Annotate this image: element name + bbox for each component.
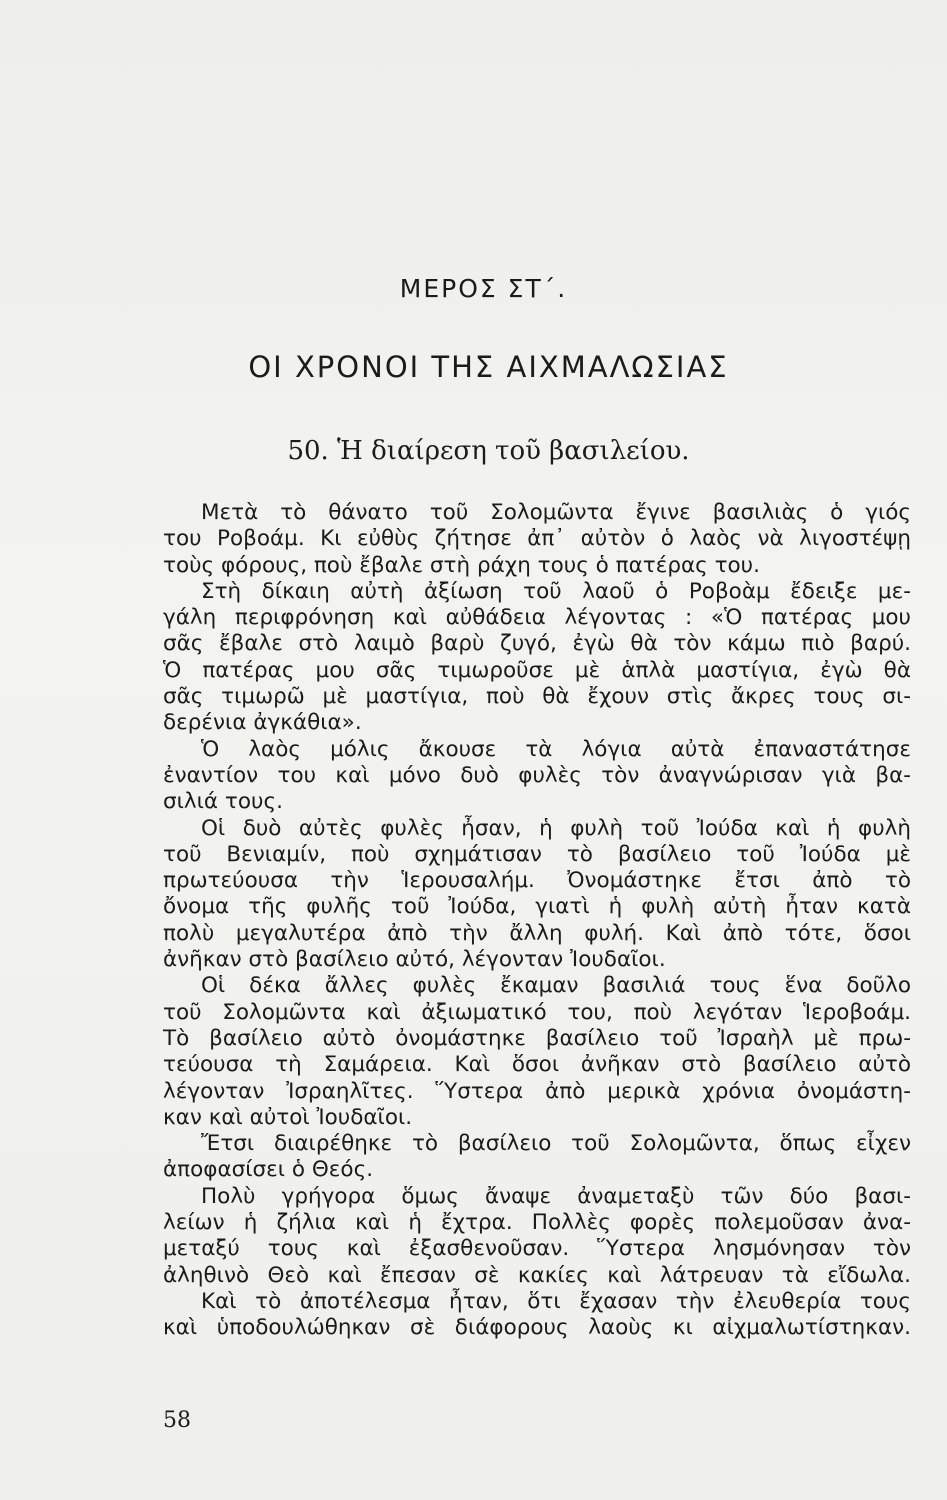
text-line: τοὺς φόρους, ποὺ ἔβαλε στὴ ράχη τους ὁ πατέρας του.	[163, 552, 760, 578]
text-line: Καὶ τὸ ἀποτέλεσμα ἦταν, ὅτι ἔχασαν τὴν ἐλευθερία τους	[201, 1288, 911, 1314]
text-line: λέγονταν Ἰσραηλῖτες. Ὕστερα ἀπὸ μερικὰ χρόνια ὀνομάστη-	[163, 1078, 911, 1104]
text-line: δερένια ἀγκάθια».	[163, 710, 362, 736]
text-line: σιλιά τους.	[163, 789, 283, 815]
text-line: γάλη περιφρόνηση καὶ αὐθάδεια λέγοντας : «Ὁ πατέρας μου	[163, 605, 911, 631]
text-line: ἀληθινὸ Θεὸ καὶ ἔπεσαν σὲ κακίες καὶ λάτρευαν τὰ εἴδωλα.	[163, 1262, 911, 1288]
part-label: ΜΕΡΟΣ ΣΤ΄.	[399, 274, 568, 303]
text-line: Πολὺ γρήγορα ὅμως ἄναψε ἀναμεταξὺ τῶν δύο βασι-	[201, 1183, 911, 1209]
text-line: σᾶς ἔβαλε στὸ λαιμὸ βαρὺ ζυγό, ἐγὼ θὰ τὸν κάμω πιὸ βαρύ.	[163, 631, 911, 657]
text-line: τεύουσα τὴ Σαμάρεια. Καὶ ὅσοι ἀνῆκαν στὸ βασίλειο αὐτὸ	[163, 1052, 911, 1078]
text-line: ἀνῆκαν στὸ βασίλειο αὐτό, λέγονταν Ἰουδαῖοι.	[163, 947, 666, 973]
text-line: Οἱ δέκα ἄλλες φυλὲς ἔκαμαν βασιλιά τους ἕνα δοῦλο	[201, 973, 911, 999]
text-line: πρωτεύουσα τὴν Ἱερουσαλήμ. Ὀνομάστηκε ἔτσι ἀπὸ τὸ	[163, 868, 911, 894]
text-line: του Ροβοάμ. Κι εὐθὺς ζήτησε ἀπ᾽ αὐτὸν ὁ λαὸς νὰ λιγοστέψῃ	[163, 526, 911, 552]
text-line: τοῦ Βενιαμίν, ποὺ σχημάτισαν τὸ βασίλειο τοῦ Ἰούδα μὲ	[163, 841, 911, 867]
text-line: καν καὶ αὐτοὶ Ἰουδαῖοι.	[163, 1104, 413, 1130]
chapter-title: ΟΙ ΧΡΟΝΟΙ ΤΗΣ ΑΙΧΜΑΛΩΣΙΑΣ	[248, 350, 729, 384]
text-line: πολὺ μεγαλυτέρα ἀπὸ τὴν ἄλλη φυλή. Καὶ ἀπὸ τότε, ὅσοι	[163, 920, 911, 946]
text-line: ἐναντίον του καὶ μόνο δυὸ φυλὲς τὸν ἀναγνώρισαν γιὰ βα-	[163, 762, 911, 788]
text-line: Τὸ βασίλειο αὐτὸ ὀνομάστηκε βασίλειο τοῦ Ἰσραὴλ μὲ πρω-	[163, 1025, 911, 1051]
text-line: σᾶς τιμωρῶ μὲ μαστίγια, ποὺ θὰ ἔχουν στὶς ἄκρες τους σι-	[163, 684, 911, 710]
text-line: Στὴ δίκαιη αὐτὴ ἀξίωση τοῦ λαοῦ ὁ Ροβοὰμ ἔδειξε με-	[201, 578, 911, 604]
text-line: Ὁ πατέρας μου σᾶς τιμωροῦσε μὲ ἁπλὰ μαστίγια, ἐγὼ θὰ	[163, 657, 911, 683]
text-line: ὄνομα τῆς φυλῆς τοῦ Ἰούδα, γιατὶ ἡ φυλὴ αὐτὴ ἦταν κατὰ	[163, 894, 911, 920]
text-line: ἀποφασίσει ὁ Θεός.	[163, 1157, 374, 1183]
section-heading: 50. Ἡ διαίρεση τοῦ βασιλείου.	[287, 436, 690, 466]
text-line: καὶ ὑποδουλώθηκαν σὲ διάφορους λαοὺς κι αἰχμαλωτίστηκαν.	[163, 1315, 911, 1341]
text-line: Ἔτσι διαιρέθηκε τὸ βασίλειο τοῦ Σολομῶντα, ὅπως εἶχεν	[201, 1131, 911, 1157]
text-line: Μετὰ τὸ θάνατο τοῦ Σολομῶντα ἔγινε βασιλιὰς ὁ γιός	[201, 500, 911, 525]
text-line: μεταξύ τους καὶ ἐξασθενοῦσαν. Ὕστερα λησμόνησαν τὸν	[163, 1236, 911, 1262]
body-text	[163, 500, 911, 1342]
text-line: Οἱ δυὸ αὐτὲς φυλὲς ἦσαν, ἡ φυλὴ τοῦ Ἰούδα καὶ ἡ φυλὴ	[201, 815, 911, 841]
text-line: τοῦ Σολομῶντα καὶ ἀξιωματικό του, ποὺ λεγόταν Ἱεροβοάμ.	[163, 999, 911, 1025]
text-line: Ὁ λαὸς μόλις ἄκουσε τὰ λόγια αὐτὰ ἐπαναστάτησε	[201, 736, 911, 762]
text-line: λείων ἡ ζήλια καὶ ἡ ἔχτρα. Πολλὲς φορὲς πολεμοῦσαν ἀνα-	[163, 1210, 911, 1236]
page-number: 58	[163, 1408, 191, 1433]
